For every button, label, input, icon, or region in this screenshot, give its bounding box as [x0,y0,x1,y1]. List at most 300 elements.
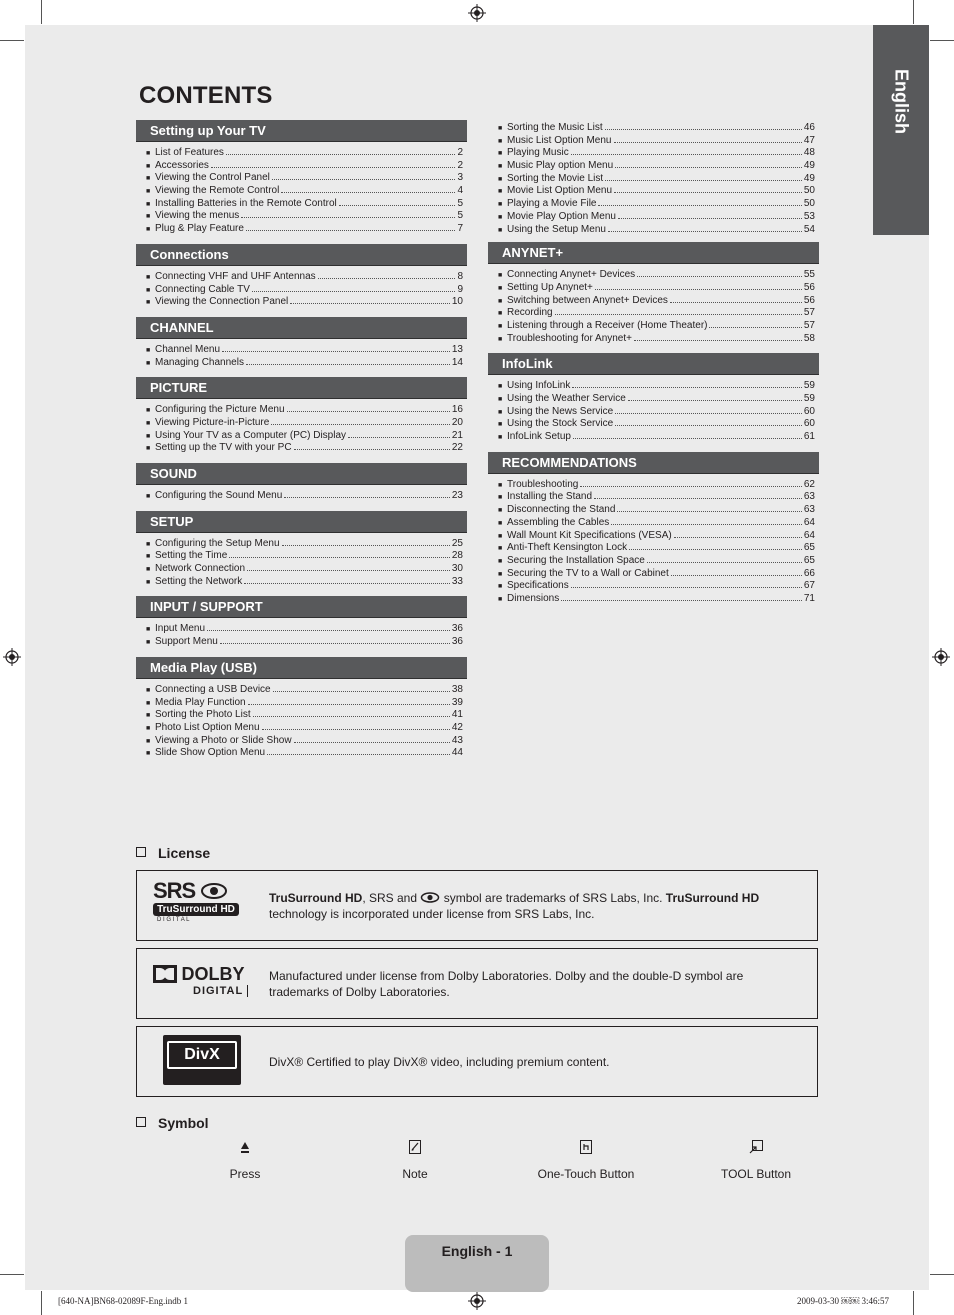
toc-item-list [136,399,467,455]
toc-entry-label: Assembling the Cables [507,516,610,528]
symbol-label: Press [229,1167,261,1181]
bullet-icon: ■ [146,737,151,745]
toc-section-heading: SETUP [136,511,467,533]
bullet-icon: ■ [146,162,151,170]
bullet-icon: ■ [498,201,503,209]
toc-entry-label: Using Your TV as a Computer (PC) Display [155,429,347,441]
toc-entry-page: 5 [457,197,463,209]
toc-entry-page: 50 [803,185,815,197]
toc-entry[interactable] [498,135,815,148]
toc-entry[interactable] [146,697,463,710]
dot-leader [572,387,802,388]
toc-entry-label: Listening through a Receiver (Home Theater) [507,319,708,331]
toc-entry[interactable] [498,380,815,393]
dot-leader [241,217,455,218]
toc-entry-page: 49 [803,172,815,184]
toc-entry-page: 3 [457,172,463,184]
toc-item-list [488,264,819,345]
toc-entry-label: Installing Batteries in the Remote Control [155,197,337,209]
dot-leader [281,192,455,193]
toc-entry-label: Securing the TV to a Wall or Cabinet [507,567,669,579]
toc-entry[interactable] [146,709,463,722]
bullet-icon: ■ [146,493,151,500]
toc-entry-page: 57 [803,307,815,319]
toc-entry-page: 7 [457,223,463,235]
bullet-icon: ■ [498,545,503,553]
language-tab [873,25,929,235]
srs-logo [153,878,253,931]
toc-entry-label: Anti-Theft Kensington Lock [507,542,628,554]
bullet-icon: ■ [498,125,503,132]
print-slug-right: 2009-03-30 ￼￼ 3:46:57 [797,1296,889,1306]
toc-entry[interactable] [498,320,815,333]
symbol-tool [696,1140,816,1181]
bullet-icon: ■ [498,383,503,391]
dot-leader [611,524,802,525]
press-icon [240,1140,250,1154]
symbol-label: Note [402,1167,428,1181]
toc-entry[interactable] [498,185,815,198]
toc-entry[interactable] [498,504,815,517]
toc-entry[interactable] [498,269,815,282]
toc-entry-label: Configuring the Sound Menu [155,490,283,501]
dot-leader [608,231,802,232]
toc-entry-page: 23 [451,490,463,501]
toc-entry-label: Managing Channels [155,356,244,368]
toc-entry-label: Connecting a USB Device [155,683,271,695]
license-srs-box [136,870,818,941]
toc-section-heading: RECOMMENDATIONS [488,452,819,474]
dot-leader [318,278,456,279]
bullet-icon: ■ [498,507,503,515]
bullet-icon: ■ [498,481,503,489]
toc-entry[interactable] [498,122,815,135]
toc-entry[interactable] [498,160,815,173]
toc-entry-page: 50 [803,198,815,210]
toc-entry-label: Configuring the Picture Menu [155,404,285,416]
toc-entry[interactable] [498,282,815,295]
bullet-icon: ■ [498,150,503,158]
toc-section-heading: Media Play (USB) [136,657,467,679]
bullet-icon: ■ [146,299,151,307]
toc-section-heading: CHANNEL [136,317,467,339]
toc-entry[interactable] [146,296,463,309]
bullet-icon: ■ [146,346,151,354]
toc-entry-page: 57 [803,319,815,331]
bullet-icon: ■ [146,273,151,281]
toc-entry[interactable] [498,224,815,237]
bullet-icon: ■ [146,540,151,548]
toc-entry-label: Slide Show Option Menu [155,747,266,759]
toc-item-list [136,679,467,760]
toc-section [488,242,819,345]
checkbox-icon [136,1117,146,1127]
bullet-icon: ■ [146,213,151,221]
toc-entry-page: 46 [803,122,815,133]
toc-entry-label: Connecting VHF and UHF Antennas [155,270,316,282]
toc-entry[interactable] [146,271,463,284]
toc-entry[interactable] [498,211,815,224]
toc-entry[interactable] [146,442,463,455]
toc-section [136,511,467,589]
bullet-icon: ■ [498,335,503,343]
bullet-icon: ■ [498,226,503,234]
bullet-icon: ■ [146,188,151,196]
toc-entry-label: Support Menu [155,636,218,648]
dot-leader [628,400,802,401]
toc-entry-page: 48 [803,147,815,159]
dot-leader [573,438,802,439]
toc-entry-label: Setting up the TV with your PC [155,442,292,454]
toc-entry[interactable] [498,555,815,568]
toc-entry[interactable] [146,147,463,160]
toc-entry[interactable] [498,295,815,308]
toc-entry[interactable] [146,684,463,697]
dot-leader [555,314,802,315]
toc-entry[interactable] [146,722,463,735]
bullet-icon: ■ [146,419,151,427]
toc-entry[interactable] [146,735,463,748]
print-slug-left: [640-NA]BN68-02089F-Eng.indb 1 [58,1296,188,1306]
toc-entry-page: 54 [803,223,815,235]
dot-leader [594,498,802,499]
toc-entry-label: Wall Mount Kit Specifications (VESA) [507,529,672,541]
toc-entry-label: Sorting the Music List [507,122,603,133]
toc-entry-page: 49 [803,160,815,172]
toc-entry[interactable] [498,418,815,431]
toc-entry-label: Switching between Anynet+ Devices [507,294,668,306]
crop-mark [930,1274,954,1275]
toc-entry[interactable] [498,393,815,406]
toc-entry-label: Playing Music [507,147,569,159]
dot-leader [262,729,450,730]
license-heading: License [136,845,210,861]
dot-leader [339,205,456,206]
dot-leader [246,364,450,365]
srs-symbol-icon [420,892,440,903]
dot-leader [615,167,802,168]
dot-leader [561,600,802,601]
bullet-icon: ■ [146,712,151,720]
toc-entry[interactable] [146,198,463,211]
toc-entry[interactable] [498,333,815,346]
bullet-icon: ■ [146,639,151,647]
toc-entry-page: 8 [457,270,463,282]
toc-entry-label: Disconnecting the Stand [507,504,616,516]
dot-leader [647,562,802,563]
toc-entry-label: Plug & Play Feature [155,223,244,235]
symbol-label: One-Touch Button [537,1167,635,1181]
toc-section-heading: INPUT / SUPPORT [136,596,467,618]
toc-entry[interactable] [498,491,815,504]
toc-entry-page: 63 [803,491,815,503]
toc-entry-label: Sorting the Movie List [507,172,604,184]
crop-mark [0,40,24,41]
toc-entry-page: 41 [451,709,463,721]
toc-entry[interactable] [498,198,815,211]
toc-section [136,463,467,503]
toc-entry[interactable] [498,173,815,186]
toc-entry-label: Viewing the menus [155,210,240,222]
bullet-icon: ■ [498,396,503,403]
bullet-icon: ■ [498,297,503,305]
toc-entry[interactable] [498,431,815,444]
toc-entry-label: Viewing a Photo or Slide Show [155,734,292,746]
toc-item-list [136,339,467,369]
dot-leader [252,291,456,292]
bullet-icon: ■ [498,408,503,416]
bullet-icon: ■ [146,578,151,586]
dolby-license-text: Manufactured under license from Dolby Laboratories. Dolby and the double-D symbol are trademarks of Dolby Laboratories. [269,969,744,999]
toc-entry[interactable] [146,490,463,503]
toc-entry-page: 47 [803,134,815,146]
toc-entry[interactable] [146,284,463,297]
toc-entry-page: 25 [451,537,463,549]
toc-entry-page: 5 [457,210,463,222]
toc-item-list [136,485,467,503]
dot-leader [348,437,450,438]
toc-entry-page: 36 [451,623,463,635]
toc-entry-label: Media Play Function [155,696,246,708]
dot-leader [248,704,450,705]
bullet-icon: ■ [498,284,503,292]
toc-entry[interactable] [146,576,463,589]
dot-leader [614,142,802,143]
toc-entry-label: Movie List Option Menu [507,185,613,197]
tool-icon [749,1140,763,1154]
toc-entry-label: Connecting Anynet+ Devices [507,269,636,281]
toc-entry[interactable] [498,479,815,492]
toc-entry-page: 10 [451,296,463,308]
toc-entry[interactable] [498,530,815,543]
bullet-icon: ■ [498,137,503,145]
toc-entry[interactable] [146,185,463,198]
toc-entry[interactable] [498,580,815,593]
bullet-icon: ■ [146,626,151,634]
crop-mark [41,0,42,24]
dot-leader [634,340,802,341]
toc-entry[interactable] [498,542,815,555]
toc-entry-page: 2 [457,147,463,158]
registration-mark-icon [468,4,486,22]
toc-entry[interactable] [146,430,463,443]
bullet-icon: ■ [146,407,151,415]
toc-entry-label: Using InfoLink [507,380,571,392]
toc-entry[interactable] [498,307,815,320]
toc-entry-page: 22 [451,442,463,454]
toc-entry[interactable] [498,406,815,419]
dot-leader [229,557,450,558]
toc-entry-page: 64 [803,516,815,528]
dot-leader [290,303,450,304]
bullet-icon: ■ [498,570,503,578]
toc-entry-page: 56 [803,294,815,306]
toc-entry[interactable] [498,568,815,581]
toc-entry[interactable] [146,357,463,370]
toc-entry[interactable] [146,417,463,430]
toc-section [488,353,819,443]
bullet-icon: ■ [498,310,503,318]
toc-entry-label: Configuring the Setup Menu [155,537,280,549]
toc-entry[interactable] [146,538,463,551]
symbol-heading: Symbol [136,1115,209,1131]
toc-entry-label: Viewing the Remote Control [155,185,280,197]
crop-mark [930,40,954,41]
toc-entry-label: Using the Weather Service [507,393,626,404]
bullet-icon: ■ [146,200,151,208]
dot-leader [670,302,802,303]
toc-entry-label: Playing a Movie File [507,198,597,210]
toc-item-list [136,618,467,648]
dot-leader [614,192,802,193]
bullet-icon: ■ [498,532,503,540]
dot-leader [629,549,802,550]
dot-leader [207,630,450,631]
toc-entry-label: Network Connection [155,563,246,575]
bullet-icon: ■ [498,322,503,330]
dot-leader [282,545,450,546]
toc-entry-page: 60 [803,405,815,417]
toc-entry-page: 62 [803,478,815,490]
toc-entry[interactable] [146,636,463,649]
dot-leader [294,449,450,450]
dot-leader [226,154,456,155]
bullet-icon: ■ [146,686,151,694]
bullet-icon: ■ [146,432,151,440]
registration-mark-icon [3,648,21,666]
toc-entry-page: 9 [457,283,463,295]
bullet-icon: ■ [498,583,503,591]
toc-entry-label: Photo List Option Menu [155,721,260,733]
toc-section-heading: ANYNET+ [488,242,819,264]
toc-entry-label: Troubleshooting for Anynet+ [507,332,632,344]
toc-entry-page: 20 [451,416,463,428]
toc-entry-page: 66 [803,567,815,579]
toc-entry-label: Using the Setup Menu [507,223,606,235]
toc-entry-label: Setting Up Anynet+ [507,281,593,293]
dot-leader [674,537,802,538]
srs-eye-icon [200,883,228,899]
toc-entry-label: Channel Menu [155,343,221,355]
page-title: CONTENTS [139,82,273,109]
dot-leader [615,425,802,426]
bullet-icon: ■ [146,724,151,732]
divx-logo [163,1035,263,1085]
toc-section-heading: Connections [136,244,467,266]
note-icon [409,1140,421,1154]
toc-entry-label: Setting the Time [155,550,228,562]
bullet-icon: ■ [498,434,503,442]
crop-mark [0,1274,24,1275]
toc-entry-label: Troubleshooting [507,478,579,490]
toc-entry[interactable] [146,344,463,357]
toc-entry-label: Music Play option Menu [507,160,614,172]
toc-section-heading: SOUND [136,463,467,485]
bullet-icon: ■ [146,175,151,183]
registration-mark-icon [932,648,950,666]
toc-entry-page: 61 [803,431,815,443]
toc-entry-label: Securing the Installation Space [507,554,645,566]
toc-entry[interactable] [146,160,463,173]
dot-leader [580,486,802,487]
toc-entry[interactable] [146,623,463,636]
toc-entry[interactable] [498,147,815,160]
toc-section [136,657,467,760]
toc-entry-label: InfoLink Setup [507,431,571,443]
footer-page-number: English - 1 [405,1235,549,1292]
toc-entry-page: 13 [451,343,463,355]
dot-leader [571,154,802,155]
toc-left-column [136,120,467,760]
toc-entry[interactable] [146,172,463,185]
dot-leader [284,497,450,498]
toc-entry-page: 36 [451,636,463,648]
toc-entry[interactable] [146,223,463,236]
toc-item-list [136,266,467,309]
dot-leader [618,218,802,219]
toc-entry-page: 14 [451,356,463,368]
dot-leader [617,511,801,512]
dot-leader [615,413,802,414]
dolby-logo [153,965,253,1015]
toc-entry[interactable] [498,517,815,530]
dolby-double-d-icon [153,965,177,983]
checkbox-icon [136,847,146,857]
dot-leader [637,276,802,277]
toc-entry-page: 2 [457,159,463,171]
symbol-note [355,1140,475,1181]
dot-leader [271,424,450,425]
toc-section [488,122,819,236]
bullet-icon: ■ [146,286,151,294]
toc-item-list [136,533,467,589]
dot-leader [595,289,802,290]
bullet-icon: ■ [498,557,503,565]
dot-leader [709,327,801,328]
toc-entry-page: 65 [803,554,815,566]
dot-leader [220,643,450,644]
toc-entry[interactable] [146,404,463,417]
dolby-logo-sub: DIGITAL [193,985,248,997]
toc-section-heading: PICTURE [136,377,467,399]
toc-entry-page: 65 [803,542,815,554]
toc-item-list [488,375,819,443]
dot-leader [211,167,456,168]
toc-entry-page: 21 [451,429,463,441]
toc-entry[interactable] [146,747,463,760]
toc-right-column [488,122,819,606]
toc-entry-page: 59 [803,393,815,404]
toc-entry-page: 30 [451,563,463,575]
crop-mark [41,1291,42,1315]
dot-leader [598,205,801,206]
toc-entry-label: Using the Stock Service [507,418,614,430]
toc-item-list [488,122,819,236]
toc-entry-page: 60 [803,418,815,430]
toc-entry[interactable] [498,593,815,606]
symbol-press [185,1140,305,1181]
toc-entry-label: List of Features [155,147,224,158]
toc-entry-label: Setting the Network [155,575,243,587]
toc-entry[interactable] [146,550,463,563]
dot-leader [671,575,802,576]
toc-entry[interactable] [146,563,463,576]
toc-entry-label: Viewing Picture-in-Picture [155,416,270,428]
divx-logo-text: DivX [167,1041,237,1069]
bullet-icon: ■ [146,553,151,561]
toc-entry[interactable] [146,210,463,223]
bullet-icon: ■ [498,272,503,280]
